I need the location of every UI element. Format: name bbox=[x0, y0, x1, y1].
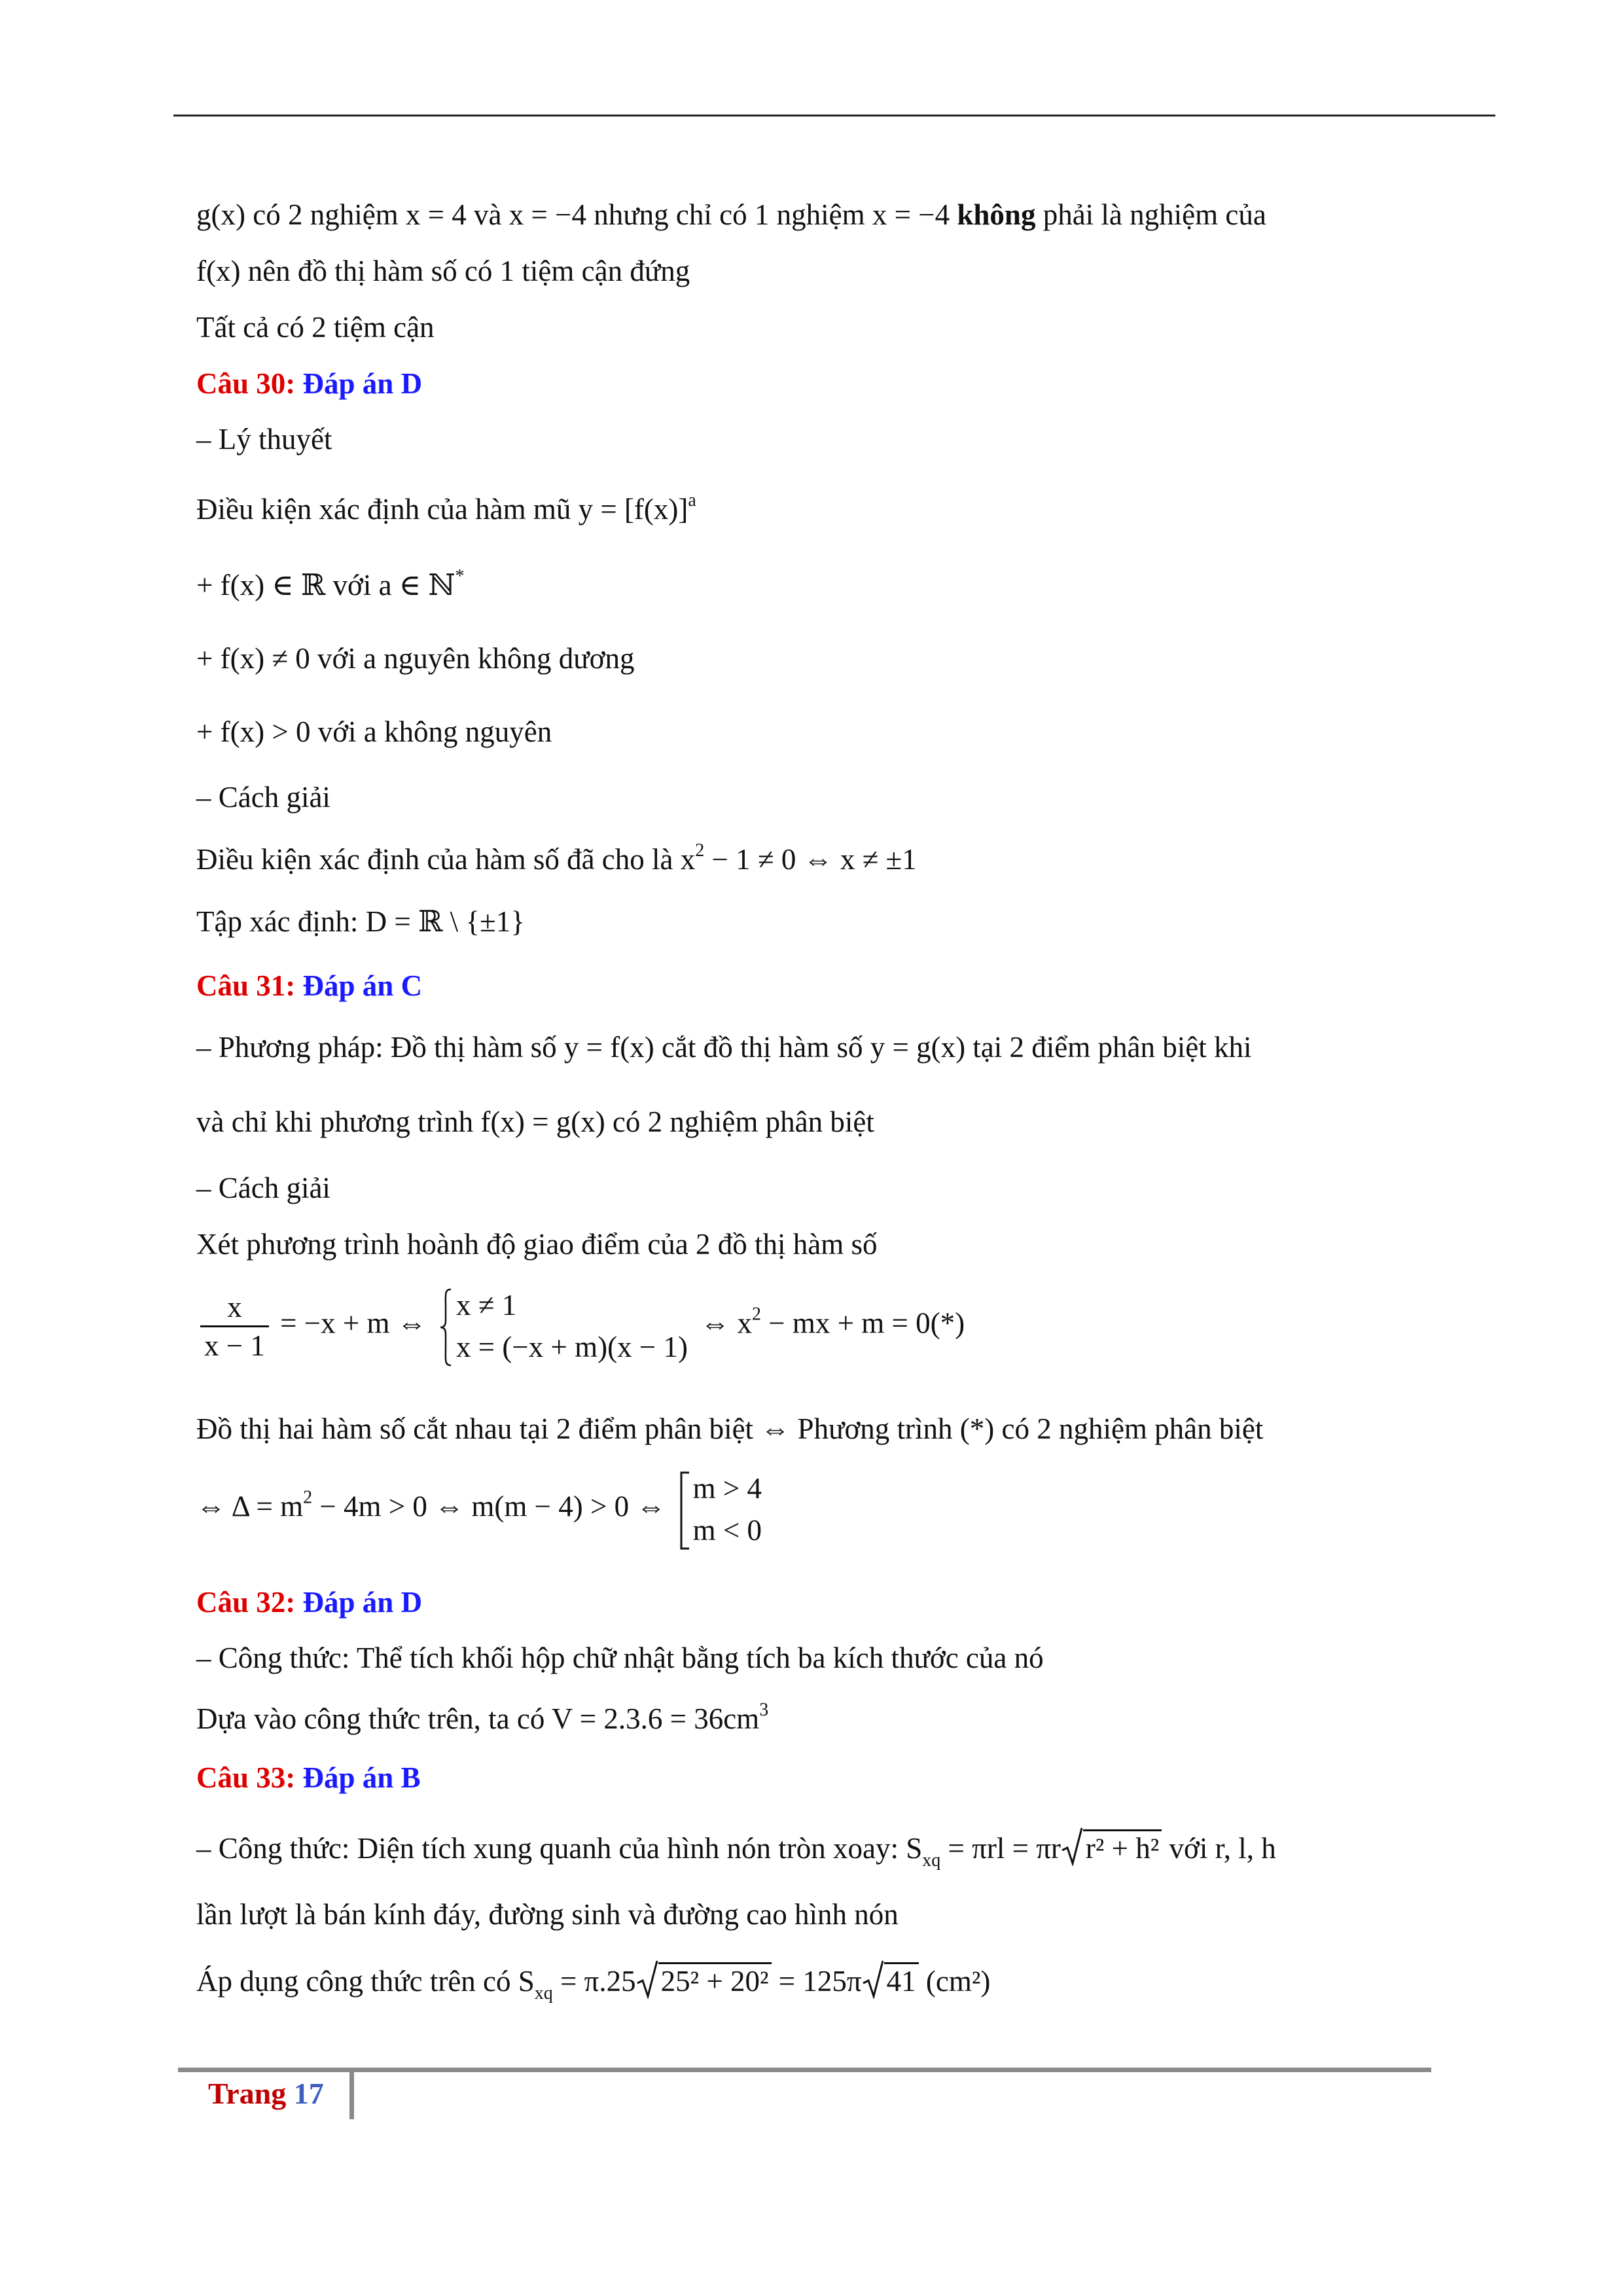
text-line: lần lượt là bán kính đáy, đường sinh và đường cao hình nón bbox=[196, 1898, 899, 1931]
system-row: m > 4 bbox=[692, 1472, 762, 1505]
fraction-denominator: x − 1 bbox=[204, 1329, 265, 1362]
answer-label: Đáp án C bbox=[302, 969, 423, 1002]
text-line: Xét phương trình hoành độ giao điểm của 2 đồ thị hàm số bbox=[196, 1228, 878, 1261]
left-bracket-icon bbox=[679, 1471, 692, 1550]
radical-sign-icon bbox=[1061, 1827, 1083, 1866]
text-span: (cm²) bbox=[918, 1965, 991, 1998]
radical-sign-icon bbox=[862, 1960, 884, 1999]
bold-text: không bbox=[957, 198, 1036, 231]
footer-rule bbox=[178, 2068, 1431, 2072]
text-span: = π.25 bbox=[552, 1965, 636, 1998]
fraction-numerator: x bbox=[200, 1289, 269, 1327]
text-span: − 4m > 0 ⇔ m(m − 4) > 0 ⇔ bbox=[312, 1490, 666, 1523]
radicand: r² + h² bbox=[1083, 1829, 1162, 1865]
text-span: Điều kiện xác định của hàm mũ y = [f(x)] bbox=[196, 493, 688, 526]
equation-line bbox=[196, 1467, 767, 1551]
text-span: = −x + m ⇔ bbox=[280, 1306, 427, 1340]
radical-sign-icon bbox=[636, 1960, 658, 1999]
equation-line bbox=[196, 1284, 965, 1368]
footer-divider bbox=[349, 2072, 354, 2119]
question-heading bbox=[196, 967, 422, 1004]
question-label: Câu 32: bbox=[196, 1586, 296, 1619]
subscript: xq bbox=[534, 1983, 553, 2003]
text-span: Điều kiện xác định của hàm số đã cho là x bbox=[196, 843, 696, 876]
equation-system bbox=[439, 1284, 688, 1368]
text-line: – Phương pháp: Đồ thị hàm số y = f(x) cắt đồ thị hàm số y = g(x) tại 2 điểm phân biệt khi bbox=[196, 1031, 1252, 1064]
left-brace-icon bbox=[439, 1288, 452, 1367]
exponent: 3 bbox=[759, 1700, 769, 1720]
text-span: g(x) có 2 nghiệm x = 4 và x = −4 nhưng chỉ có 1 nghiệm x = −4 bbox=[196, 198, 957, 231]
text-line: – Cách giải bbox=[196, 781, 330, 814]
question-heading bbox=[196, 1759, 421, 1796]
square-root bbox=[862, 1962, 919, 2000]
text-line bbox=[196, 841, 917, 878]
text-line: Tất cả có 2 tiệm cận bbox=[196, 311, 435, 344]
question-label: Câu 30: bbox=[196, 367, 296, 400]
question-label: Câu 33: bbox=[196, 1761, 296, 1794]
answer-label: Đáp án B bbox=[302, 1761, 421, 1794]
or-system bbox=[679, 1467, 762, 1551]
text-line: Tập xác định: D = ℝ \ {±1} bbox=[196, 905, 525, 938]
radicand: 41 bbox=[884, 1962, 919, 1998]
text-line bbox=[196, 1962, 991, 2003]
question-heading bbox=[196, 365, 422, 402]
text-span: phải là nghiệm của bbox=[1035, 198, 1266, 231]
question-label: Câu 31: bbox=[196, 969, 296, 1002]
text-line bbox=[196, 196, 1266, 233]
text-line: Đồ thị hai hàm số cắt nhau tại 2 điểm phân biệt ⇔ Phương trình (*) có 2 nghiệm phân biệt bbox=[196, 1412, 1264, 1445]
text-line: + f(x) ≠ 0 với a nguyên không dương bbox=[196, 642, 635, 675]
exponent: a bbox=[688, 490, 696, 511]
square-root bbox=[1061, 1829, 1162, 1867]
answer-label: Đáp án D bbox=[302, 1586, 423, 1619]
system-row: m < 0 bbox=[692, 1514, 762, 1547]
exponent: * bbox=[455, 566, 465, 586]
exponent: 2 bbox=[695, 840, 705, 861]
text-span: ⇔ Δ = m bbox=[196, 1490, 304, 1523]
answer-label: Đáp án D bbox=[302, 367, 423, 400]
header-rule bbox=[173, 115, 1495, 117]
text-line: + f(x) > 0 với a không nguyên bbox=[196, 715, 552, 748]
page-number-value: 17 bbox=[293, 2077, 324, 2110]
text-span: Dựa vào công thức trên, ta có V = 2.3.6 = 36cm bbox=[196, 1702, 760, 1735]
text-line: – Lý thuyết bbox=[196, 423, 332, 456]
text-line: – Công thức: Thể tích khối hộp chữ nhật bằng tích ba kích thước của nó bbox=[196, 1641, 1044, 1674]
text-line bbox=[196, 1829, 1276, 1871]
text-line bbox=[196, 1700, 768, 1737]
text-line bbox=[196, 491, 696, 528]
page-label: Trang bbox=[208, 2077, 287, 2110]
exponent: 2 bbox=[752, 1304, 761, 1325]
text-span: Áp dụng công thức trên có S bbox=[196, 1965, 535, 1998]
subscript: xq bbox=[922, 1850, 941, 1871]
text-span: + f(x) ∈ ℝ với a ∈ ℕ bbox=[196, 569, 455, 601]
text-span: – Công thức: Diện tích xung quanh của hình nón tròn xoay: S bbox=[196, 1832, 923, 1865]
system-row: x = (−x + m)(x − 1) bbox=[456, 1331, 688, 1363]
square-root bbox=[636, 1962, 772, 2000]
radicand: 25² + 20² bbox=[658, 1962, 772, 1998]
text-line: – Cách giải bbox=[196, 1172, 330, 1204]
system-row: x ≠ 1 bbox=[456, 1289, 517, 1321]
text-line: f(x) nên đồ thị hàm số có 1 tiệm cận đứng bbox=[196, 255, 690, 287]
text-span: ⇔ x bbox=[700, 1306, 752, 1340]
text-line: và chỉ khi phương trình f(x) = g(x) có 2 nghiệm phân biệt bbox=[196, 1105, 874, 1138]
text-span: − 1 ≠ 0 ⇔ x ≠ ±1 bbox=[704, 843, 917, 876]
page-number bbox=[208, 2076, 324, 2111]
text-span: = πrl = πr bbox=[940, 1832, 1061, 1865]
text-span: − mx + m = 0(*) bbox=[761, 1306, 965, 1340]
exponent: 2 bbox=[303, 1487, 313, 1508]
text-line bbox=[196, 567, 465, 603]
text-span: với r, l, h bbox=[1162, 1832, 1276, 1865]
question-heading bbox=[196, 1584, 422, 1621]
fraction bbox=[200, 1289, 269, 1364]
text-span: = 125π bbox=[771, 1965, 862, 1998]
